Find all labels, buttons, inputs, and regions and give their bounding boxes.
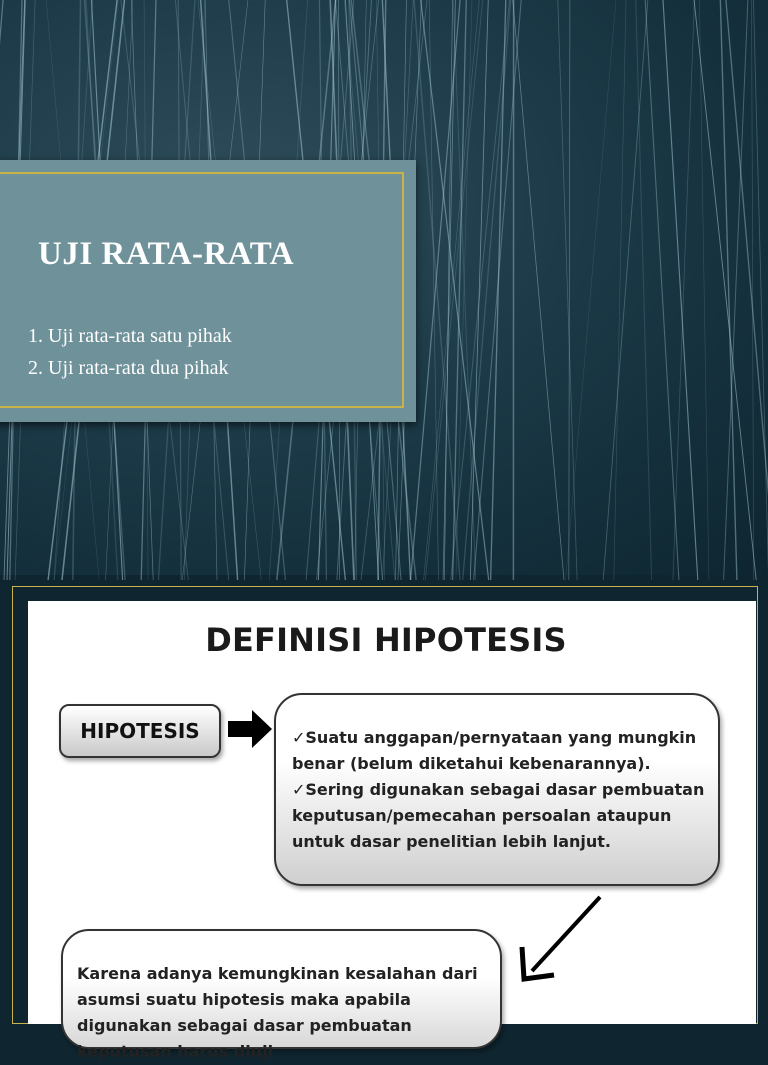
- definition-box: [274, 693, 720, 886]
- definition-point: ✓Suatu anggapan/pernyataan yang mungkin benar (belum diketahui kebenarannya).: [292, 725, 706, 777]
- background-line: [636, 0, 652, 580]
- note-box: Karena adanya kemungkinan kesalahan dari asumsi suatu hipotesis maka apabila digunakan sebagai dasar pembuatan keputusan harus diuji: [61, 929, 502, 1049]
- background-line: [569, 0, 570, 580]
- definition-point: ✓Sering digunakan sebagai dasar pembuatan keputusan/pemecahan persoalan ataupun untuk dasar penelitian lebih lanjut.: [292, 777, 706, 855]
- term-box: HIPOTESIS: [59, 704, 221, 758]
- background-line: [566, 0, 617, 580]
- background-line: [673, 0, 695, 580]
- background-line: [470, 0, 488, 580]
- background-line: [720, 0, 737, 580]
- background-line: [424, 0, 480, 580]
- slide-definisi-hipotesis: [28, 601, 756, 1024]
- background-line: [753, 0, 768, 580]
- background-line: [463, 0, 511, 580]
- list-item: 2. Uji rata-rata dua pihak: [28, 352, 232, 384]
- background-line: [645, 0, 679, 580]
- background-line: [558, 0, 578, 580]
- arrow-down-left-icon: [512, 893, 612, 989]
- slide-list: [28, 320, 232, 384]
- slide-title: DEFINISI HIPOTESIS: [28, 621, 744, 659]
- background-line: [694, 0, 757, 580]
- background-line: [512, 0, 564, 580]
- background-line: [663, 0, 698, 580]
- slide-title: UJI RATA-RATA: [38, 236, 294, 273]
- background-line: [752, 0, 754, 580]
- background-line: [614, 0, 626, 580]
- arrow-right-icon: [226, 707, 274, 751]
- list-item: 1. Uji rata-rata satu pihak: [28, 320, 232, 352]
- background-line: [603, 0, 648, 580]
- background-line: [724, 0, 749, 580]
- background-line: [699, 0, 709, 580]
